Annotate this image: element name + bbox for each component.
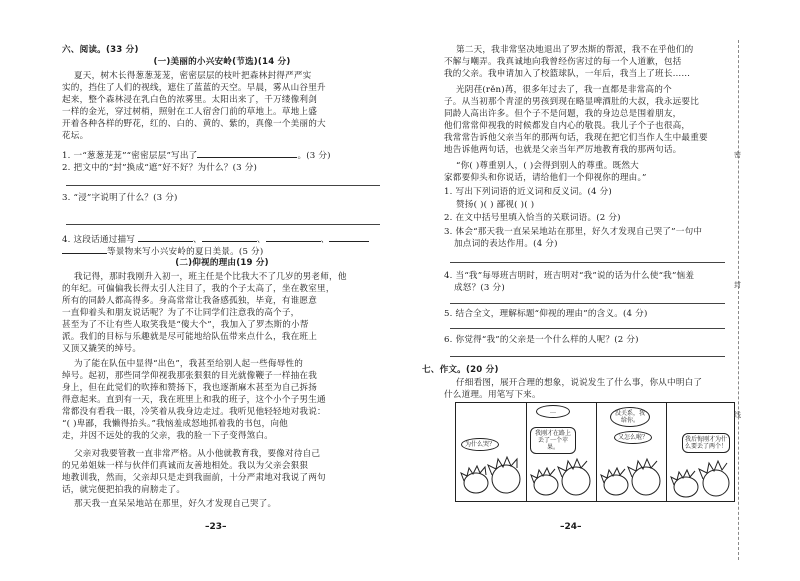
passage2-line: 绰号。起初，那些同学仰视我那张狠狠的目光就像鞭子一样抽在我 [62, 371, 318, 381]
answer-line[interactable] [450, 356, 725, 357]
passage2-continued-line: 子。从当初那个青涩的男孩到现在略显啤酒肚的大叔，我永远要比 [444, 97, 700, 107]
binding-label: 封 [734, 281, 741, 289]
passage2-continued-line: 第二天，我非常坚决地退出了罗杰斯的帮派，我不在乎他们的 [456, 45, 694, 55]
passage2-line: 一直仰着头和朋友说话呢？为了不让同学们注意我的高个子， [62, 308, 300, 318]
r-question-3-b: 加点词的表达作用。(4 分) [454, 239, 558, 249]
answer-line[interactable] [450, 328, 725, 329]
passage1-line: 夏天，树木长得葱葱茏茏，密密层层的枝叶把森林封得严严实 [74, 71, 312, 81]
question-4-text-b: 等景物来写小兴安岭的夏日美景。(5 分) [107, 247, 264, 257]
composition-line: 仔细看图，展开合理的想象，说说发生了什么事，你从中明白了 [456, 378, 703, 388]
comic-bubble: 为什么哭？ [461, 438, 499, 451]
r-question-3: 3. 体会“那天我一直呆呆地站在那里，好久才发现自己哭了”一句中 [444, 227, 703, 237]
passage2-line: 的兄弟姐妹一样与伙伴们真诚而友善地相处。我以为父亲会狠狠 [62, 461, 309, 471]
answer-line[interactable] [66, 185, 380, 186]
passage1-line: 开着各种各样的野花，红的、白的、黄的、紫的，真像一个美丽的大 [62, 119, 326, 129]
comic-panel-2 [526, 403, 597, 501]
passage2-line: 甚至为了不让有些人取笑我是“傻大个”，我加入了罗杰斯的小帮 [62, 320, 309, 330]
comic-panel-4 [666, 403, 734, 501]
r-question-1-words: 赞扬( )( ) 鄙视( )( ) [456, 200, 535, 210]
passage2-line: “( )卑鄙，我懒得抬头。”我恼羞成怒地抓着我的书包，向他 [62, 419, 288, 429]
question-1-score: 。(3 分) [297, 151, 331, 161]
passage2-line: 身上，但在此觉们的吹捧和赞扬下，我也逐渐麻木甚至为自己拆扬 [62, 383, 318, 393]
question-4-continued [62, 244, 263, 258]
answer-blank[interactable] [197, 148, 297, 158]
passage2-continued-line: 地告诉他两句话，也就是父亲当年严厉地教育我的那两句话。 [444, 145, 682, 155]
r-question-4-b: 成怒？(3 分) [454, 283, 505, 293]
passage2-continued-line: 他们常常仰视我的时候都发自内心的敬畏。我儿子个子也很高， [444, 121, 691, 131]
passage2-continued-line: 不解与嘲弄。我真诚地向我曾经伤害过的每一个人道歉，包括 [444, 57, 682, 67]
answer-line[interactable] [450, 303, 725, 304]
question-1-text: 1. 一“葱葱茏茏”“密密层层”写出了 [62, 151, 198, 161]
answer-blank[interactable] [62, 244, 107, 254]
passage2-line: 父亲对我要管教一直非常严格。从小他就教育我，要像对待自己 [74, 449, 321, 459]
passage2-line: 我记得，那时我刚升入初一，班主任是个比我大不了几岁的男老师，他 [74, 272, 347, 282]
passage2-continued-line: 我常常告诉他父亲当年的那两句话，我现在把它们当作人生中最重要 [444, 133, 708, 143]
passage2-line: 地教训我，然而，父亲却只是走到我面前，十分严肃地对我说了两句 [62, 473, 326, 483]
question-4: 4. 这段话通过描写 、 、 、 [62, 232, 369, 246]
r-question-2: 2. 在文中括号里填入恰当的关联词语。(2 分) [444, 213, 621, 223]
comic-bubble: 我后悔刚才为什么要丢了两个！ [682, 433, 730, 453]
comic-bubble: … [536, 405, 570, 418]
r-question-4: 4. 当“我”每辱班吉明时，班吉明对“我”说的话为什么使“我”恼羞 [444, 271, 695, 281]
passage2-line: 那天我一直呆呆地站在那里，好久才发现自己哭了。 [74, 499, 277, 509]
passage1-line: 一样的金光，穿过树梢，照射在工人宿舍门前的草地上。草地上盛 [62, 107, 318, 117]
passage1-line: 花坛。 [62, 131, 89, 141]
composition-title: 七、作文。(20 分) [422, 365, 499, 375]
passage2-continued-line: “你( )尊重别人，( )会得到别人的尊重。既然大 [456, 161, 639, 171]
binding-label: 密 [734, 151, 741, 159]
passage2-line: 话，就完便把拍我的肩膀走了。 [62, 485, 186, 495]
comic-bubble: 我刚才在路上丢了一个苹果。 [530, 427, 576, 454]
passage2-line: 又顶又撬笑的绰号。 [62, 344, 142, 354]
passage1-title: (一)美丽的小兴安岭(节选)(14 分) [153, 57, 291, 67]
comic-bubble: 没关系，我给你。 [610, 407, 650, 427]
r-question-6: 6. 你觉得“我”的父亲是一个什么样的人呢？(2 分) [444, 335, 639, 345]
answer-line[interactable] [450, 262, 725, 263]
question-4-text: 4. 这段话通过描写 [62, 235, 136, 245]
composition-line: 什么道理。用笔写下来。 [444, 390, 541, 400]
passage2-continued-line: 家都要仰头和你说话，请给他们一个仰视你的理由。” [444, 173, 647, 183]
passage2-line: 为了能在队伍中显得“出色”，我甚至给别人起一些侮辱性的 [74, 359, 304, 369]
passage2-continued-line: 同龄人高出许多。但个子不是问题，我的身边总是围着朋友， [444, 109, 682, 119]
page-number: –24– [560, 522, 582, 532]
answer-blank[interactable] [329, 232, 369, 242]
passage2-line: 派。我们的目标与乐趣就是尽可能地给队伍带来点什么，我在班上 [62, 332, 318, 342]
question-3: 3. “浸”字说明了什么？(3 分) [62, 193, 178, 203]
section-title-reading: 六、阅读。(33 分) [62, 45, 139, 55]
passage2-continued-line: 光阴荏(rěn)苒，很多年过去了，我一直都是非常高的个 [456, 85, 672, 95]
question-1 [62, 148, 331, 162]
answer-blank[interactable] [202, 232, 257, 242]
passage1-line: 起来，整个森林浸在乳白色的浓雾里。太阳出来了，千万缕像利剑 [62, 95, 318, 105]
comic-strip [455, 402, 735, 502]
question-2: 2. 把文中的“封”换成“遮”好不好？为什么？(3 分) [62, 163, 258, 173]
comic-panel-1 [456, 403, 527, 501]
comic-panel-3 [596, 403, 667, 501]
passage2-title: (二)仰视的理由(19 分) [175, 258, 269, 268]
hedgehog-illustration [456, 403, 526, 501]
comic-bubble: 又怎么啦？ [614, 431, 652, 444]
passage2-continued-line: 我的父亲。我申请加入了校篮球队，一年后，我当上了班长…… [444, 69, 691, 79]
binding-line [738, 40, 739, 560]
page-number: –23– [205, 522, 227, 532]
answer-line[interactable] [66, 224, 380, 225]
passage2-line: 常都没有看我一眼，冷笑着从我身边走过。我听见他轻轻地对我说： [62, 407, 326, 417]
passage2-line: 得意起来。直到有一天，我在班里上和我的班子，这个小个子男生通 [62, 395, 326, 405]
passage2-line: 所有的同龄人都高得多。身高常常让我备感孤独，毕竟，有谁愿意 [62, 296, 318, 306]
binding-label: 线 [734, 411, 741, 419]
r-question-5: 5. 结合全文，理解标题“仰视的理由”的含义。(4 分) [444, 309, 648, 319]
passage1-line: 实的，挡住了人们的视线，遮住了蓝蓝的天空。早晨，雾从山谷里升 [62, 83, 326, 93]
r-question-1: 1. 写出下列词语的近义词和反义词。(4 分) [444, 187, 612, 197]
passage2-line: 的年纪。可偏偏我长得太引人注目了，我的个子太高了，坐在教室里， [62, 284, 335, 294]
passage2-line: 走，并因不远处的我的父亲，我的脸一下子变得煞白。 [62, 431, 274, 441]
answer-blank[interactable] [138, 232, 193, 242]
answer-blank[interactable] [266, 232, 321, 242]
